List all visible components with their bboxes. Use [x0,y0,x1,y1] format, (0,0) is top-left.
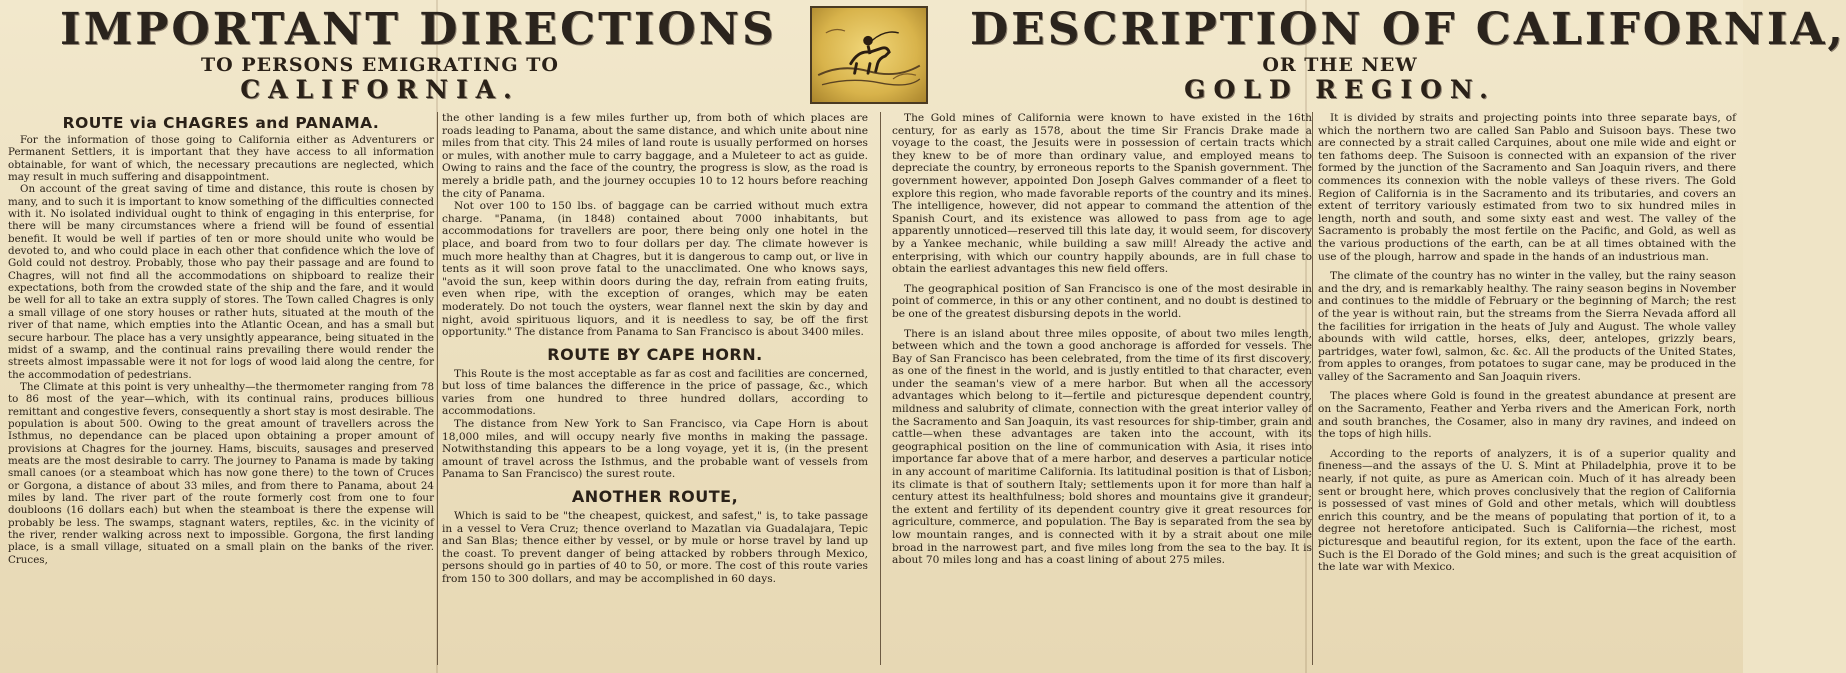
paragraph: Not over 100 to 150 lbs. of baggage can be carried without much extra charge. "Panama, (in 1848) contained about 7000 inhabitants, but accommodations for travellers are poor, there being only one hotel in the place, and board from two to four dollars per day. The climate however is much more healthy than at Chagres, but it is dangerous to camp out, or live in tents as it will soon prove fatal to the unacclimated. One who knows says, "avoid the sun, keep within doors during the day, refrain from eating fruits, even when ripe, with the exception of oranges, which may be eaten moderately. Do not touch the oysters, wear flannel next the skin by day and night, avoid spirituous liquors, and it is needless to say, be off the first opportunity." The distance from Panama to San Francisco is about 3400 miles. [442,200,868,339]
right-banner-subtitle: OR THE NEW [1262,54,1418,76]
vignette-drawing [812,8,926,102]
heading-route-chagres: ROUTE via CHAGRES and PANAMA. [62,114,380,132]
paragraph: For the information of those going to California either as Adventurers or Permanent Settlers, it is important that they have access to all information obtainable, for want of which, the necessary precautions are neglected, which may result in much suffering and disappointment. [8,134,434,184]
column-gold-mines [892,112,1312,567]
paragraph: Which is said to be "the cheapest, quickest, and safest," is, to take passage in a vessel to Vera Cruz; thence overland to Mazatlan via Guadalajara, Tepic and San Blas; thence either by vessel, or by mule or horse travel by land up the coast. To prevent danger of being attacked by robbers through Mexico, persons should go in parties of 40 to 50, or more. The cost of this route varies from 150 to 300 dollars, and may be accomplished in 60 days. [442,510,868,585]
column-divider [880,112,881,665]
paragraph: The Climate at this point is very unhealthy—the thermometer ranging from 78 to 86 most of the year—which, with its continual rains, produces billious remittant and congestive fevers, consequently a short stay is most desirable. The population is about 500. Owing to the great amount of travellers across the Isthmus, no dependance can be placed upon obtaining a proper amount of provisions at Chagres for the journey. Hams, biscuits, sausages and preserved meats are the most desirable to carry. The journey to Panama is made by taking small canoes (or a steamboat which has now gone there) to the town of Cruces or Gorgona, a distance of about 33 miles, and from there to Panama, about 24 miles by land. The river part of the route formerly cost from one to four doubloons (16 dollars each) but when the steamboat is there the expense will probably be less. The swamps, stagnant waters, reptiles, &c. in the vicinity of the river, render walking across next to impossible. Gorgona, the first landing place, is a small village, situated on a small plain on the banks of the river. Cruces, [8,380,434,566]
left-banner-subtitle: TO PERSONS EMIGRATING TO [201,54,559,76]
heading-another-route: ANOTHER ROUTE, [571,487,739,507]
heading-cape-horn: ROUTE BY CAPE HORN. [547,344,763,364]
right-banner-title: DESCRIPTION OF CALIFORNIA, [970,4,1846,55]
paragraph: It is divided by straits and projecting points into three separate bays, of which the northern two are called San Pablo and Suisoon bays. These two are connected by a strait called Carquines, about one mile wide and eight or ten fathoms deep. The Suisoon is connected with an expansion of the river formed by the junction of the Sacramento and San Joaquin rivers, and there commences its connexion with the noble valleys of these rivers. The Gold Region of California is in the Sacramento and its tributaries, and covers an extent of territory variously estimated from two to six hundred miles in length, north and south, and some sixty east and west. The valley of the Sacramento is probably the most fertile on the Pacific, and Gold, as well as the various productions of the earth, can be at all times obtained with the use of the plough, harrow and spade in the hands of an industrious man. [1318,112,1736,263]
paragraph: This Route is the most acceptable as far as cost and facilities are concerned, but loss of time balances the difference in the price of passage, &c., which varies from one hundred to three hundred dollars, according to accommodations. [442,367,868,418]
paragraph: There is an island about three miles opposite, of about two miles length, between which and the town a good anchorage is afforded for vessels. The Bay of San Francisco has been celebrated, from the time of its first discovery, as one of the finest in the world, and is justly entitled to that character, even under the seaman's view of a mere harbor. But when all the accessory advantages which belong to it—fertile and picturesque dependent country, mildness and salubrity of climate, connection with the great interior valley of the Sacramento and San Joaquin, its vast resources for ship-timber, grain and cattle—when these advantages are taken into the account, with its geographical position on the line of communication with Asia, it rises into importance far above that of a mere harbor, and deserves a particular notice in any account of maritime California. Its latitudinal position is that of Lisbon; its climate is that of southern Italy; settlements upon it for more than half a century attest its healthfulness; bold shores and mountains give it grandeur; the extent and fertility of its dependent country give it great resources for agriculture, commerce, and population. The Bay is separated from the sea by low mountain ranges, and is connected with it by a strait about one mile broad in the narrowest part, and five miles long from the sea to the bay. It is about 70 miles long and has a coast lining of about 275 miles. [892,327,1312,567]
horse-rider-vignette-icon [810,6,928,104]
column-gold-region [1318,112,1736,574]
left-banner-place: CALIFORNIA. [240,75,520,104]
left-banner [60,4,777,104]
paragraph: the other landing is a few miles further up, from both of which places are roads leading to Panama, about the same distance, and which unite about nine miles from that city. This 24 miles of land route is usually performed on horses or mules, with another mule to carry baggage, and a Muleteer to act as guide. Owing to rains and the face of the country, the progress is slow, as the road is merely a bridle path, and the journey occupies 10 to 12 hours before reaching the city of Panama. [442,112,868,200]
column-routes [442,112,868,586]
paragraph: On account of the great saving of time and distance, this route is chosen by many, and to such it is important to know something of the difficulties connected with it. No isolated individual ought to think of engaging in this enterprise, for there will be many circumstances where a friend will be found of essential benefit. It would be well if parties of ten or more should unite who would be devoted to, and who could place in each other that confidence which the love of Gold could not destroy. Probably, those who pay their passage and are found to Chagres, will not find all the accommodations on shipboard to realize their expectations, both from the crowded state of the ship and the fare, and it would be well for all to take an extra supply of stores. The Town called Chagres is only a small village of one story houses or rather huts, situated at the mouth of the river of that name, which empties into the Atlantic Ocean, and has a small but secure harbour. The place has a very unsightly appearance, being situated in the midst of a swamp, and the continual rains prevailing there would render the streets almost impassable were it not for logs of wood laid along the centre, for the accommodation of pedestrians. [8,183,434,381]
column-divider [1312,112,1313,665]
column-divider [437,112,438,665]
paragraph: The climate of the country has no winter in the valley, but the rainy season and the dry, and is remarkably healthy. The rainy season begins in November and continues to the middle of February or the beginning of March; the rest of the year is without rain, but the streams from the Sierra Nevada afford all the facilities for irrigation in the heats of July and August. The whole valley abounds with wild cattle, horses, elks, deer, antelopes, grizzly bears, partridges, water fowl, salmon, &c. &c. All the products of the United States, from apples to oranges, from potatoes to sugar cane, may be produced in the valley of the Sacramento and San Joaquin rivers. [1318,270,1736,383]
paragraph: The distance from New York to San Francisco, via Cape Horn is about 18,000 miles, and will occupy nearly five months in making the passage. Notwithstanding this appears to be a long voyage, yet it is, (in the present amount of travel across the Isthmus, and the probable want of vessels from Panama to San Francisco) the surest route. [442,418,868,481]
left-banner-title: IMPORTANT DIRECTIONS [60,4,777,55]
column-route-chagres [8,112,434,566]
paragraph: The places where Gold is found in the greatest abundance at present are on the Sacramento, Feather and Yerba rivers and the American Fork, north and south branches, the Cosamer, also in many dry ravines, and indeed on the tops of high hills. [1318,390,1736,441]
paragraph: The geographical position of San Francisco is one of the most desirable in point of commerce, in this or any other continent, and no doubt is destined to be one of the greatest disbursing depots in the world. [892,282,1312,320]
right-banner [970,4,1846,104]
paragraph: According to the reports of analyzers, it is of a superior quality and fineness—and the assays of the U. S. Mint at Philadelphia, prove it to be nearly, if not quite, as pure as American coin. Much of it has already been sent or brought here, which proves conclusively that the region of California is possessed of vast mines of Gold and other metals, which will doubtless enrich this country, and be the means of populating that portion of it, to a degree not heretofore anticipated. Such is California—the richest, most picturesque and beautiful region, for its extent, upon the face of the earth. Such is the El Dorado of the Gold mines; and such is the great acquisition of the late war with Mexico. [1318,447,1736,574]
right-banner-place: GOLD REGION. [1184,75,1496,104]
paragraph: The Gold mines of California were known to have existed in the 16th century, for as early as 1578, about the time Sir Francis Drake made a voyage to the coast, the Jesuits were in possession of certain tracts which they knew to be of more than ordinary value, and employed means to depreciate the country, by erroneous reports to the Spanish government. The government however, appointed Don Joseph Galves commander of a fleet to explore this region, who made favorable reports of the country and its mines. The intelligence, however, did not appear to command the attention of the Spanish Court, and its existence was allowed to pass from age to age apparently unnoticed—reserved till this late day, it would seem, for discovery by a Yankee mechanic, while building a saw mill! Already the active and enterprising, with which our country happily abounds, are in full chase to obtain the earliest advantages this new field offers. [892,112,1312,276]
